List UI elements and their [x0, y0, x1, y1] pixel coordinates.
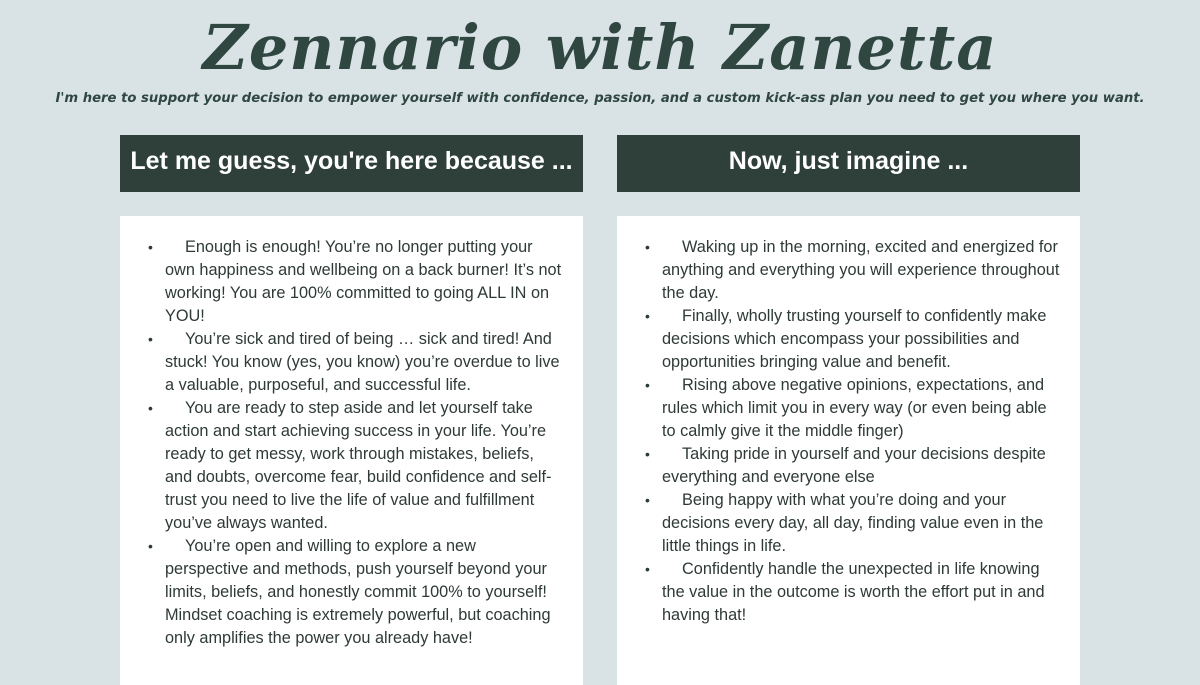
list-item-text: Taking pride in yourself and your decisions despite everything and everyone else — [662, 445, 1046, 486]
list-item — [645, 558, 1060, 627]
list-item-text: Confidently handle the unexpected in life knowing the value in the outcome is worth the effort put in and having that! — [662, 560, 1045, 624]
list-item-text: Enough is enough! You’re no longer putting your own happiness and wellbeing on a back burner! It’s not working! You are 100% committed to going ALL IN on YOU! — [165, 238, 562, 325]
list-item — [148, 328, 563, 397]
list-item-text: You’re sick and tired of being … sick and tired! And stuck! You know (yes, you know) you’re overdue to live a valuable, purposeful, and successful life. — [165, 330, 560, 394]
page-subtitle: I'm here to support your decision to empower yourself with confidence, passion, and a custom kick-ass plan you need to get you where you want. — [55, 91, 1145, 106]
left-column-panel — [120, 216, 583, 685]
bullet-icon: • — [148, 239, 153, 255]
list-item-text: You are ready to step aside and let yourself take action and start achieving success in your life. You’re ready to get messy, work through mistakes, beliefs, and doubts, overcome fear, build confidence and self-trust you need to live the life of value and fulfillment you’ve always wanted. — [165, 399, 552, 532]
list-item-text: Rising above negative opinions, expectations, and rules which limit you in every way (or even being able to calmly give it the middle finger) — [662, 376, 1047, 440]
list-item-text: Finally, wholly trusting yourself to confidently make decisions which encompass your possibilities and opportunities bringing value and benefit. — [662, 307, 1047, 371]
list-item — [645, 236, 1060, 305]
bullet-icon: • — [148, 538, 153, 554]
right-column-panel — [617, 216, 1080, 685]
list-item — [148, 236, 563, 328]
list-item-text: Being happy with what you’re doing and your decisions every day, all day, finding value even in the little things in life. — [662, 491, 1044, 555]
left-column-heading: Let me guess, you're here because ... — [120, 135, 583, 192]
bullet-icon: • — [645, 308, 650, 324]
list-item-text: You’re open and willing to explore a new perspective and methods, push yourself beyond your limits, beliefs, and honestly commit 100% to yourself! Mindset coaching is extremely powerful, but coaching only amplifies the power you already have! — [165, 537, 551, 647]
list-item-text: Waking up in the morning, excited and energized for anything and everything you will experience throughout the day. — [662, 238, 1060, 302]
bullet-icon: • — [148, 400, 153, 416]
list-item — [148, 535, 563, 650]
bullet-icon: • — [645, 377, 650, 393]
bullet-icon: • — [645, 239, 650, 255]
left-bullet-list — [148, 236, 563, 650]
list-item — [148, 397, 563, 535]
list-item — [645, 443, 1060, 489]
bullet-icon: • — [148, 331, 153, 347]
bullet-icon: • — [645, 446, 650, 462]
list-item — [645, 489, 1060, 558]
page-title: Zennario with Zanetta — [202, 11, 998, 84]
right-bullet-list — [645, 236, 1060, 627]
list-item — [645, 374, 1060, 443]
bullet-icon: • — [645, 561, 650, 577]
right-column-heading: Now, just imagine ... — [617, 135, 1080, 192]
bullet-icon: • — [645, 492, 650, 508]
list-item — [645, 305, 1060, 374]
